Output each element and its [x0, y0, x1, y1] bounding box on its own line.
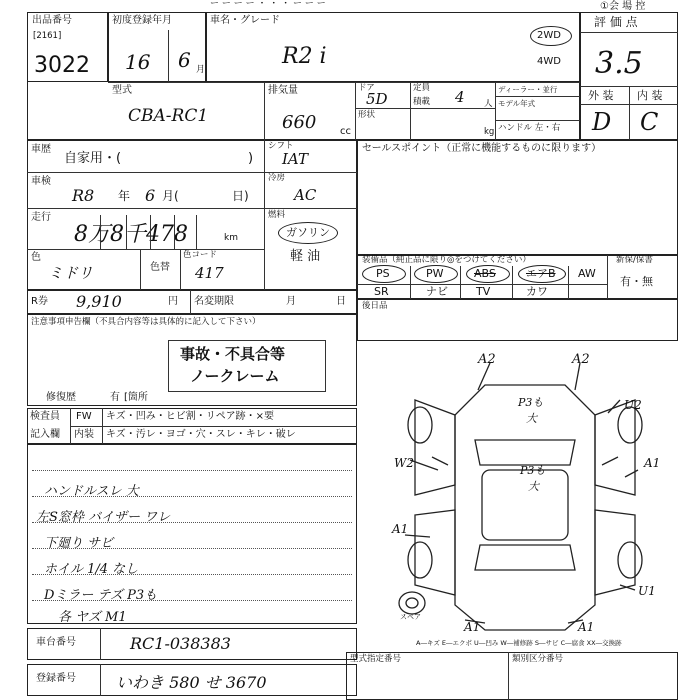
note-line-5: Dミラー テズ P3も [44, 588, 158, 603]
dealer-handle: ハンドル 左・右 [498, 123, 561, 133]
grade-ext-label: 外 装 [588, 89, 614, 102]
inspection-month-unit: 月( [162, 189, 179, 203]
chassis-value: RC1-038383 [130, 634, 231, 653]
name-period-label: 名変期限 [194, 296, 234, 307]
displacement-value: 660 [282, 112, 317, 133]
checker-int-items: キズ・汚レ・ヨゴ・穴・スレ・キレ・破レ [106, 429, 296, 440]
damage-label-large-roof: 大 [528, 480, 539, 493]
ac-label: 冷房 [268, 173, 286, 183]
mileage-label: 走行 [31, 212, 51, 223]
color-value: ミドリ [48, 264, 94, 282]
shift-label: シフト [268, 141, 294, 151]
fuel-label: 燃料 [268, 210, 286, 220]
damage-label-a2-right: A2 [572, 352, 590, 367]
inspection-year-unit: 年 [118, 189, 131, 203]
new-manual-value: 有・無 [620, 275, 653, 288]
first-reg-label: 初度登録年月 [112, 15, 172, 26]
color-label: 色 [31, 252, 41, 263]
first-reg-month: 6 [178, 48, 191, 72]
lot-number: 3022 [34, 53, 90, 78]
recycle-label: R券 [31, 296, 48, 307]
registration-value: いわき 580 せ 3670 [116, 673, 267, 692]
inspection-label: 車検 [31, 176, 51, 187]
damage-label-u1: U1 [638, 584, 656, 598]
damage-label-p3-roof: P3も [520, 464, 546, 477]
checker-int-label: 内装 [74, 429, 94, 440]
recycle-unit: 円 [168, 296, 178, 307]
inspection-year: R8 [72, 186, 95, 205]
fuel-value: ガソリン [286, 226, 330, 239]
load-unit: kg [484, 127, 495, 137]
fuel-alt: 軽 油 [290, 249, 321, 264]
damage-label-a1-bottom-right: A1 [578, 620, 595, 634]
notes-label: 注意事項申告欄（不具合内容等は具体的に記入して下さい） [31, 317, 261, 327]
lot-label: 出品番号 [32, 15, 72, 26]
diagram-legend: A―キズ E―エクボ U―凹み W―補修跡 S―サビ C―腐食 XX―交換跡 [416, 639, 622, 647]
car-name-label: 車名・グレード [210, 15, 280, 26]
category-number-label: 類別区分番号 [512, 654, 564, 664]
chassis-label: 車台番号 [36, 637, 76, 648]
capacity-unit: 人 [484, 99, 493, 109]
history-close: ) [248, 151, 254, 166]
repair-label: 修復歴 [46, 392, 76, 403]
sales-points-label: セールスポイント（正常に機能するものに限ります） [362, 143, 602, 154]
checker-fw-items: キズ・凹み・ヒビ割・リペア跡・×要 [106, 411, 274, 422]
doors-value: 5D [366, 90, 388, 108]
mileage-unit: km [224, 233, 238, 243]
grade-value: 3.5 [595, 46, 643, 81]
equip-pw: PW [426, 267, 444, 280]
sales-points-box [357, 140, 678, 255]
damage-label-w2: W2 [394, 456, 414, 470]
sheet-copy-label: ①会 場 控 [600, 1, 646, 12]
note-line-4: ホイル 1/4 なし [44, 562, 139, 577]
first-reg-month-unit: 月 [196, 65, 206, 75]
damage-label-a1-right: A1 [644, 456, 661, 470]
checker-label2: 記入欄 [30, 429, 60, 440]
new-manual-label: 新保/保書 [616, 255, 653, 265]
damage-label-a1-left: A1 [392, 522, 409, 536]
displacement-unit: cc [340, 126, 351, 137]
model-label: 型式 [112, 85, 132, 96]
inspection-day-unit: 日) [232, 189, 249, 203]
dealer-model-year: モデル年式 [498, 99, 536, 108]
grade-int-value: C [640, 108, 659, 136]
load-label: 積載 [413, 97, 431, 107]
name-period-month: 月 [286, 296, 296, 307]
car-name-value: R2 i [282, 44, 327, 69]
equip-airbag: エアB [526, 267, 556, 280]
history-value: 自家用・( [64, 151, 122, 166]
ac-value: AC [294, 186, 317, 204]
grade-ext-value: D [592, 108, 612, 136]
note-line-1: ハンドルスレ 大 [44, 484, 139, 499]
capacity-label: 定員 [413, 83, 431, 93]
checker-fw-label: FW [76, 411, 92, 422]
equip-tv: TV [476, 285, 491, 298]
header-fragment: ー ー ー ー ・ ・ ・ ー ー ー [210, 0, 326, 9]
equip-abs: ABS [474, 267, 496, 280]
rear-items-box [357, 299, 678, 341]
damage-label-a1-bottom-left: A1 [464, 620, 481, 634]
lot-sub: [2161] [33, 31, 62, 41]
form-number-label: 型式指定番号 [350, 654, 402, 664]
damage-label-a2-left: A2 [478, 352, 496, 367]
stamp-line2: ノークレーム [190, 367, 280, 385]
repair-place: [箇所 [124, 392, 148, 403]
drive-4wd: 4WD [537, 56, 561, 67]
dealer-label: ディーラー・並行 [498, 85, 558, 94]
grade-int-label: 内 装 [637, 89, 663, 102]
stamp-line1: 事故・不具合等 [180, 345, 286, 363]
equip-leather: カワ [526, 285, 548, 298]
registration-label: 登録番号 [36, 673, 76, 684]
checker-label1: 検査員 [30, 411, 60, 422]
inspection-month: 6 [145, 186, 156, 205]
doors-label: ドア [358, 83, 375, 93]
equip-aw: AW [578, 267, 596, 280]
color-change-label: 色替 [150, 262, 170, 273]
color-code-label: 色コード [183, 250, 218, 260]
equip-ps: PS [376, 267, 390, 280]
color-code-value: 417 [195, 264, 224, 282]
recycle-value: 9,910 [76, 292, 122, 311]
damage-label-u2: U2 [624, 398, 642, 412]
drive-2wd: 2WD [537, 30, 561, 41]
first-reg-divider [168, 30, 169, 82]
capacity-value: 4 [455, 88, 465, 106]
model-value: CBA-RC1 [128, 106, 209, 126]
equipment-label: 装備品（純正品に限り◎をつけてください） [362, 255, 531, 265]
note-line-6: 各 ヤズ M1 [58, 610, 127, 625]
name-period-day: 日 [336, 296, 346, 307]
note-line-2: 左S窓枠 バイザー ワレ [36, 510, 171, 525]
rear-items-label: 後日品 [362, 301, 388, 311]
damage-label-large-front: 大 [526, 412, 537, 425]
history-label: 車歴 [31, 144, 51, 155]
shape-label: 形状 [358, 110, 376, 120]
note-line-3: 下廻り サビ [44, 536, 114, 551]
grade-label: 評 価 点 [594, 15, 638, 29]
damage-label-p3-front: P3も [518, 396, 544, 409]
mileage-value: 8万8千478 [74, 222, 188, 247]
spare-label: スペア [400, 613, 421, 621]
equip-sr: SR [374, 285, 389, 298]
first-reg-year: 16 [125, 50, 151, 74]
shift-value: IAT [282, 150, 308, 168]
equip-navi: ナビ [426, 285, 448, 298]
car-damage-diagram [370, 345, 678, 645]
displacement-label: 排気量 [268, 85, 298, 96]
repair-value: 有 [110, 392, 120, 403]
